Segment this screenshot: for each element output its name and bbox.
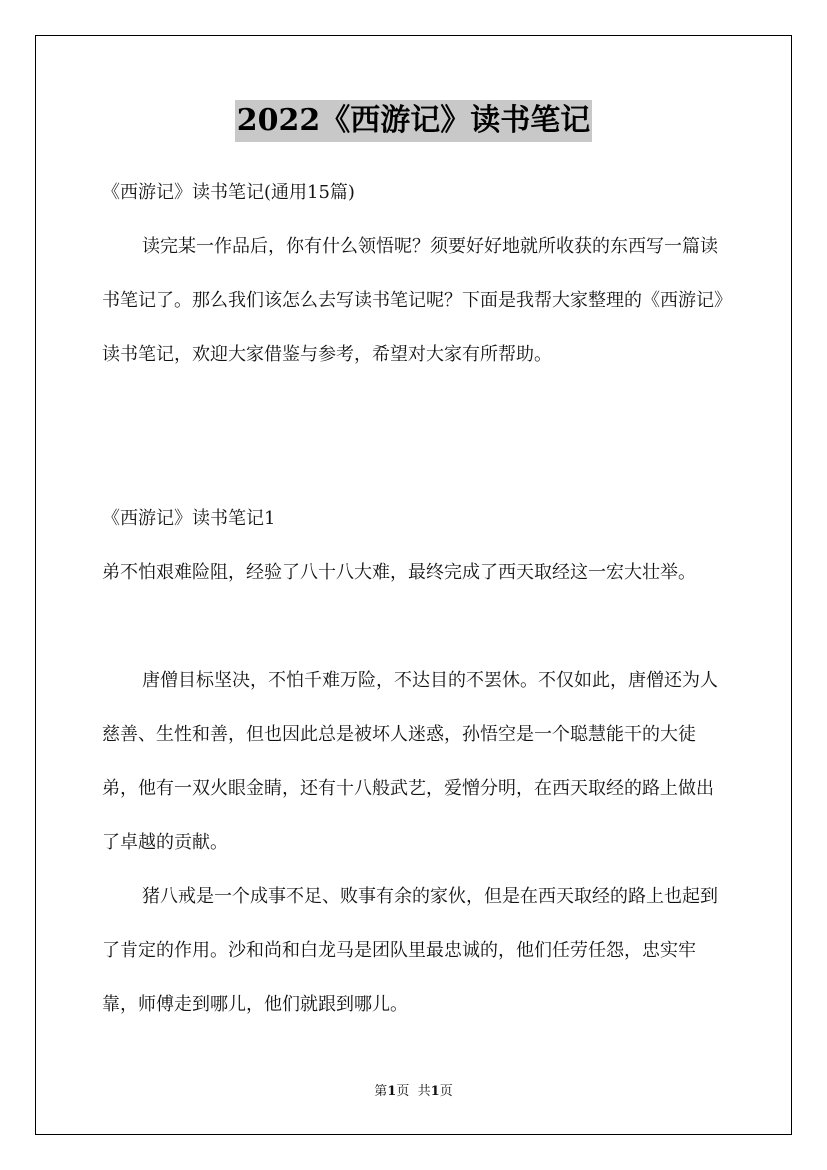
page-footer bbox=[0, 1083, 827, 1101]
section-text: 弟不怕艰难险阻，经验了八十八大难，最终完成了西天取经这一宏大壮举。 bbox=[102, 562, 696, 583]
paragraph-zhu-bajie: 猪八戒是一个成事不足、败事有余的家伙，但是在西天取经的路上也起到了肯定的作用。沙和尚和白龙马是团队里最忠诚的，他们任劳任怨，忠实牢靠，师傅走到哪儿，他们就跟到哪儿。 bbox=[102, 886, 718, 1015]
page-prefix: 第 bbox=[374, 1084, 388, 1099]
title-container bbox=[0, 100, 827, 142]
page-number: 1 bbox=[387, 1084, 397, 1099]
page-suffix: 页 bbox=[396, 1084, 410, 1099]
paragraph-tang-seng: 唐僧目标坚决，不怕千难万险，不达目的不罢休。不仅如此，唐僧还为人慈善、生性和善，但也因此总是被坏人迷惑，孙悟空是一个聪慧能干的大徒弟，他有一双火眼金睛，还有十八般武艺，爱憎分明，在西天取经的路上做出了卓越的贡献。 bbox=[102, 670, 718, 853]
total-prefix: 共 bbox=[417, 1084, 431, 1099]
total-pages: 1 bbox=[430, 1084, 440, 1099]
document-subtitle: 《西游记》读书笔记(通用15篇) bbox=[102, 182, 355, 203]
intro-paragraph: 读完某一作品后，你有什么领悟呢？须要好好地就所收获的东西写一篇读书笔记了。那么我们该怎么去写读书笔记呢？下面是我帮大家整理的《西游记》读书笔记，欢迎大家借鉴与参考，希望对大家有所帮助。 bbox=[102, 236, 723, 365]
section-heading: 《西游记》读书笔记1 bbox=[102, 508, 276, 529]
total-suffix: 页 bbox=[439, 1084, 453, 1099]
document-title: 2022《西游记》读书笔记 bbox=[235, 100, 593, 142]
